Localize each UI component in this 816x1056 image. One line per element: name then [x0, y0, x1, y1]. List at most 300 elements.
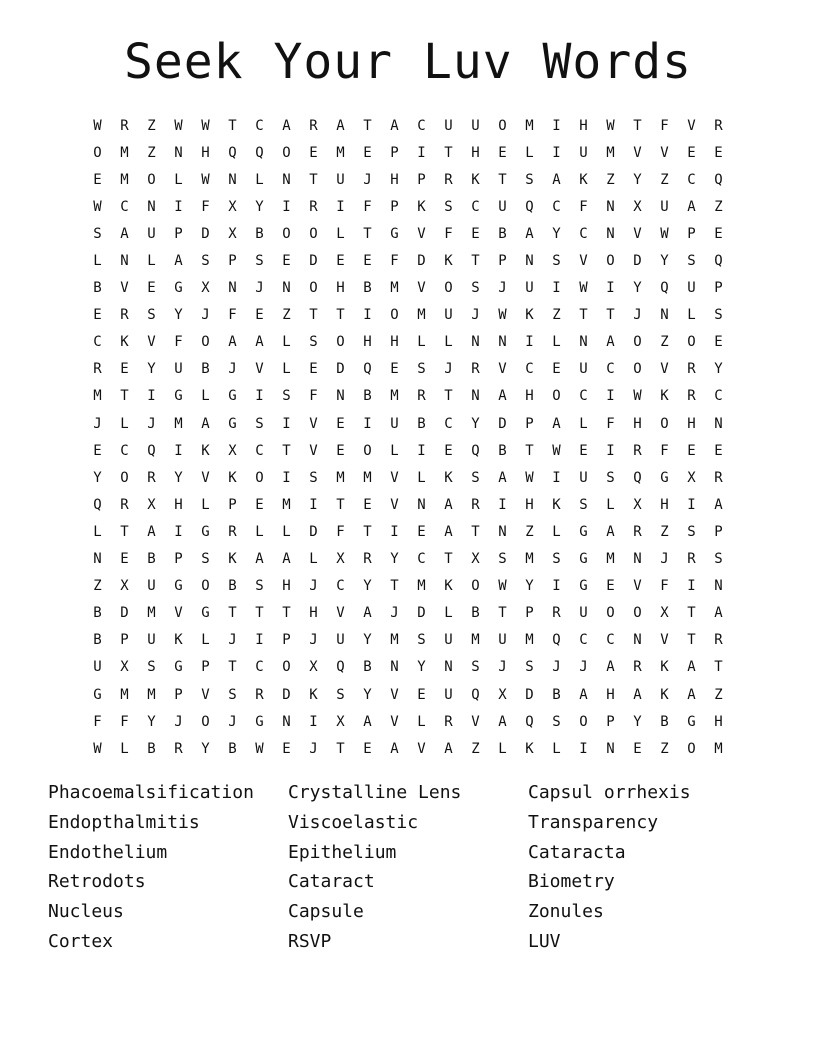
grid-letter[interactable]: G: [687, 713, 696, 730]
grid-letter[interactable]: O: [498, 117, 507, 134]
grid-letter[interactable]: R: [120, 496, 129, 513]
grid-letter[interactable]: W: [633, 388, 642, 405]
grid-letter[interactable]: L: [336, 225, 345, 242]
grid-letter[interactable]: N: [633, 632, 642, 649]
grid-letter[interactable]: A: [120, 225, 129, 242]
grid-letter[interactable]: O: [201, 578, 210, 595]
grid-letter[interactable]: J: [552, 659, 561, 676]
grid-letter[interactable]: F: [660, 442, 669, 459]
grid-letter[interactable]: U: [498, 632, 507, 649]
grid-letter[interactable]: R: [444, 171, 453, 188]
grid-letter[interactable]: V: [255, 361, 264, 378]
grid-letter[interactable]: F: [201, 198, 210, 215]
grid-letter[interactable]: K: [525, 307, 534, 324]
grid-letter[interactable]: P: [174, 225, 183, 242]
grid-letter[interactable]: L: [201, 496, 210, 513]
grid-letter[interactable]: H: [687, 415, 696, 432]
grid-letter[interactable]: P: [174, 551, 183, 568]
grid-letter[interactable]: P: [282, 632, 291, 649]
grid-letter[interactable]: L: [255, 523, 264, 540]
grid-letter[interactable]: S: [282, 388, 291, 405]
grid-letter[interactable]: Z: [525, 523, 534, 540]
grid-letter[interactable]: L: [201, 388, 210, 405]
grid-letter[interactable]: A: [714, 605, 723, 622]
grid-letter[interactable]: T: [444, 388, 453, 405]
grid-letter[interactable]: G: [255, 713, 264, 730]
grid-letter[interactable]: E: [417, 523, 426, 540]
grid-letter[interactable]: Y: [255, 198, 264, 215]
grid-letter[interactable]: B: [228, 740, 237, 757]
grid-letter[interactable]: I: [417, 442, 426, 459]
grid-letter[interactable]: S: [687, 253, 696, 270]
grid-letter[interactable]: M: [147, 686, 156, 703]
grid-letter[interactable]: G: [579, 523, 588, 540]
grid-letter[interactable]: X: [309, 659, 318, 676]
grid-letter[interactable]: S: [309, 334, 318, 351]
grid-letter[interactable]: I: [174, 523, 183, 540]
grid-letter[interactable]: X: [498, 686, 507, 703]
grid-letter[interactable]: I: [174, 198, 183, 215]
grid-letter[interactable]: Q: [525, 713, 534, 730]
grid-letter[interactable]: A: [444, 523, 453, 540]
grid-letter[interactable]: X: [228, 225, 237, 242]
grid-letter[interactable]: A: [525, 225, 534, 242]
grid-letter[interactable]: H: [390, 171, 399, 188]
grid-letter[interactable]: R: [147, 469, 156, 486]
grid-letter[interactable]: W: [552, 442, 561, 459]
grid-letter[interactable]: C: [255, 117, 264, 134]
grid-letter[interactable]: Y: [363, 686, 372, 703]
grid-letter[interactable]: V: [660, 361, 669, 378]
grid-letter[interactable]: M: [390, 280, 399, 297]
grid-letter[interactable]: N: [498, 334, 507, 351]
grid-letter[interactable]: Z: [93, 578, 102, 595]
grid-letter[interactable]: X: [471, 551, 480, 568]
grid-letter[interactable]: V: [471, 713, 480, 730]
grid-letter[interactable]: N: [660, 307, 669, 324]
grid-letter[interactable]: W: [660, 225, 669, 242]
grid-letter[interactable]: N: [714, 415, 723, 432]
grid-letter[interactable]: I: [687, 578, 696, 595]
grid-letter[interactable]: R: [687, 388, 696, 405]
grid-letter[interactable]: G: [390, 225, 399, 242]
grid-letter[interactable]: B: [93, 605, 102, 622]
grid-letter[interactable]: X: [120, 659, 129, 676]
grid-letter[interactable]: H: [309, 605, 318, 622]
grid-letter[interactable]: C: [606, 361, 615, 378]
grid-letter[interactable]: A: [390, 117, 399, 134]
grid-letter[interactable]: P: [390, 198, 399, 215]
grid-letter[interactable]: Y: [660, 253, 669, 270]
grid-letter[interactable]: V: [336, 605, 345, 622]
grid-letter[interactable]: N: [525, 253, 534, 270]
grid-letter[interactable]: G: [660, 469, 669, 486]
grid-letter[interactable]: O: [660, 415, 669, 432]
grid-letter[interactable]: X: [633, 198, 642, 215]
grid-letter[interactable]: K: [228, 469, 237, 486]
grid-letter[interactable]: N: [633, 551, 642, 568]
grid-letter[interactable]: B: [417, 415, 426, 432]
grid-letter[interactable]: I: [552, 144, 561, 161]
grid-letter[interactable]: Y: [633, 713, 642, 730]
grid-letter[interactable]: D: [525, 686, 534, 703]
grid-letter[interactable]: Q: [714, 253, 723, 270]
grid-letter[interactable]: T: [525, 442, 534, 459]
grid-letter[interactable]: E: [633, 740, 642, 757]
grid-letter[interactable]: T: [444, 144, 453, 161]
grid-letter[interactable]: I: [606, 442, 615, 459]
grid-letter[interactable]: O: [552, 388, 561, 405]
grid-letter[interactable]: C: [255, 442, 264, 459]
grid-letter[interactable]: S: [471, 659, 480, 676]
grid-letter[interactable]: C: [471, 198, 480, 215]
grid-letter[interactable]: Q: [633, 469, 642, 486]
grid-letter[interactable]: B: [363, 280, 372, 297]
grid-letter[interactable]: P: [714, 523, 723, 540]
grid-letter[interactable]: H: [282, 578, 291, 595]
grid-letter[interactable]: V: [687, 117, 696, 134]
grid-letter[interactable]: G: [228, 415, 237, 432]
grid-letter[interactable]: O: [255, 469, 264, 486]
grid-letter[interactable]: O: [93, 144, 102, 161]
grid-letter[interactable]: R: [714, 117, 723, 134]
grid-letter[interactable]: R: [633, 442, 642, 459]
grid-letter[interactable]: T: [390, 578, 399, 595]
grid-letter[interactable]: C: [579, 225, 588, 242]
grid-letter[interactable]: A: [552, 415, 561, 432]
grid-letter[interactable]: X: [660, 605, 669, 622]
grid-letter[interactable]: R: [255, 686, 264, 703]
grid-letter[interactable]: N: [390, 659, 399, 676]
grid-letter[interactable]: U: [444, 307, 453, 324]
grid-letter[interactable]: R: [174, 740, 183, 757]
grid-letter[interactable]: O: [687, 740, 696, 757]
grid-letter[interactable]: E: [714, 225, 723, 242]
grid-letter[interactable]: K: [174, 632, 183, 649]
grid-letter[interactable]: T: [309, 307, 318, 324]
grid-letter[interactable]: P: [687, 225, 696, 242]
grid-letter[interactable]: O: [201, 713, 210, 730]
grid-letter[interactable]: L: [552, 740, 561, 757]
grid-letter[interactable]: R: [444, 713, 453, 730]
grid-letter[interactable]: S: [579, 496, 588, 513]
grid-letter[interactable]: Y: [633, 171, 642, 188]
grid-letter[interactable]: V: [633, 144, 642, 161]
grid-letter[interactable]: S: [498, 551, 507, 568]
grid-letter[interactable]: M: [417, 578, 426, 595]
grid-letter[interactable]: E: [363, 144, 372, 161]
grid-letter[interactable]: V: [417, 225, 426, 242]
grid-letter[interactable]: E: [255, 496, 264, 513]
grid-letter[interactable]: L: [498, 740, 507, 757]
grid-letter[interactable]: O: [579, 713, 588, 730]
grid-letter[interactable]: A: [282, 117, 291, 134]
grid-letter[interactable]: E: [498, 144, 507, 161]
grid-letter[interactable]: A: [336, 117, 345, 134]
grid-letter[interactable]: I: [363, 415, 372, 432]
grid-letter[interactable]: O: [309, 280, 318, 297]
grid-letter[interactable]: E: [120, 551, 129, 568]
grid-letter[interactable]: H: [714, 713, 723, 730]
grid-letter[interactable]: K: [228, 551, 237, 568]
grid-letter[interactable]: S: [201, 551, 210, 568]
grid-letter[interactable]: H: [363, 334, 372, 351]
grid-letter[interactable]: E: [93, 171, 102, 188]
grid-letter[interactable]: F: [93, 713, 102, 730]
grid-letter[interactable]: T: [687, 605, 696, 622]
grid-letter[interactable]: J: [579, 659, 588, 676]
grid-letter[interactable]: R: [120, 117, 129, 134]
grid-letter[interactable]: E: [444, 442, 453, 459]
grid-letter[interactable]: O: [282, 144, 291, 161]
grid-letter[interactable]: B: [363, 659, 372, 676]
grid-letter[interactable]: G: [201, 605, 210, 622]
grid-letter[interactable]: N: [228, 171, 237, 188]
grid-letter[interactable]: E: [93, 307, 102, 324]
grid-letter[interactable]: Q: [228, 144, 237, 161]
grid-letter[interactable]: T: [363, 225, 372, 242]
grid-letter[interactable]: N: [228, 280, 237, 297]
grid-letter[interactable]: Y: [147, 361, 156, 378]
grid-letter[interactable]: V: [660, 144, 669, 161]
grid-letter[interactable]: K: [444, 253, 453, 270]
grid-letter[interactable]: N: [606, 740, 615, 757]
grid-letter[interactable]: Q: [660, 280, 669, 297]
grid-letter[interactable]: T: [498, 605, 507, 622]
grid-letter[interactable]: M: [390, 632, 399, 649]
grid-letter[interactable]: J: [390, 605, 399, 622]
grid-letter[interactable]: U: [444, 117, 453, 134]
grid-letter[interactable]: V: [201, 469, 210, 486]
grid-letter[interactable]: T: [363, 117, 372, 134]
grid-letter[interactable]: L: [687, 307, 696, 324]
grid-letter[interactable]: J: [660, 551, 669, 568]
grid-letter[interactable]: T: [633, 117, 642, 134]
grid-letter[interactable]: L: [93, 523, 102, 540]
grid-letter[interactable]: K: [579, 171, 588, 188]
grid-letter[interactable]: P: [390, 144, 399, 161]
grid-letter[interactable]: U: [336, 171, 345, 188]
grid-letter[interactable]: E: [93, 442, 102, 459]
grid-letter[interactable]: L: [201, 632, 210, 649]
grid-letter[interactable]: V: [174, 605, 183, 622]
grid-letter[interactable]: A: [552, 171, 561, 188]
grid-letter[interactable]: J: [471, 307, 480, 324]
grid-letter[interactable]: C: [714, 388, 723, 405]
grid-letter[interactable]: O: [390, 307, 399, 324]
grid-letter[interactable]: N: [93, 551, 102, 568]
grid-letter[interactable]: T: [336, 307, 345, 324]
grid-letter[interactable]: U: [390, 415, 399, 432]
grid-letter[interactable]: A: [174, 253, 183, 270]
grid-letter[interactable]: F: [363, 198, 372, 215]
grid-letter[interactable]: E: [606, 578, 615, 595]
grid-letter[interactable]: F: [309, 388, 318, 405]
grid-letter[interactable]: U: [336, 632, 345, 649]
grid-letter[interactable]: N: [282, 171, 291, 188]
grid-letter[interactable]: D: [201, 225, 210, 242]
grid-letter[interactable]: K: [120, 334, 129, 351]
grid-letter[interactable]: O: [687, 334, 696, 351]
grid-letter[interactable]: P: [606, 713, 615, 730]
grid-letter[interactable]: Z: [714, 198, 723, 215]
grid-letter[interactable]: W: [201, 171, 210, 188]
grid-letter[interactable]: M: [525, 632, 534, 649]
grid-letter[interactable]: M: [282, 496, 291, 513]
grid-letter[interactable]: T: [255, 605, 264, 622]
grid-letter[interactable]: E: [336, 442, 345, 459]
grid-letter[interactable]: Y: [525, 578, 534, 595]
grid-letter[interactable]: Y: [174, 307, 183, 324]
grid-letter[interactable]: A: [606, 334, 615, 351]
grid-letter[interactable]: A: [444, 740, 453, 757]
grid-letter[interactable]: K: [552, 496, 561, 513]
grid-letter[interactable]: S: [525, 171, 534, 188]
grid-letter[interactable]: E: [282, 253, 291, 270]
grid-letter[interactable]: I: [309, 713, 318, 730]
grid-letter[interactable]: U: [579, 361, 588, 378]
grid-letter[interactable]: E: [120, 361, 129, 378]
grid-letter[interactable]: Z: [147, 144, 156, 161]
grid-letter[interactable]: A: [363, 713, 372, 730]
grid-letter[interactable]: L: [309, 551, 318, 568]
grid-letter[interactable]: T: [282, 605, 291, 622]
grid-letter[interactable]: B: [363, 388, 372, 405]
grid-letter[interactable]: S: [255, 578, 264, 595]
grid-letter[interactable]: W: [93, 740, 102, 757]
grid-letter[interactable]: C: [525, 361, 534, 378]
grid-letter[interactable]: O: [633, 361, 642, 378]
grid-letter[interactable]: S: [93, 225, 102, 242]
grid-letter[interactable]: A: [687, 686, 696, 703]
grid-letter[interactable]: S: [687, 523, 696, 540]
grid-letter[interactable]: N: [282, 280, 291, 297]
grid-letter[interactable]: E: [363, 496, 372, 513]
grid-letter[interactable]: Q: [336, 659, 345, 676]
grid-letter[interactable]: B: [660, 713, 669, 730]
grid-letter[interactable]: L: [147, 253, 156, 270]
grid-letter[interactable]: T: [228, 605, 237, 622]
grid-letter[interactable]: I: [498, 496, 507, 513]
grid-letter[interactable]: K: [525, 740, 534, 757]
grid-letter[interactable]: Y: [147, 713, 156, 730]
grid-letter[interactable]: Z: [714, 686, 723, 703]
grid-letter[interactable]: F: [390, 253, 399, 270]
grid-letter[interactable]: X: [228, 442, 237, 459]
grid-letter[interactable]: K: [660, 686, 669, 703]
grid-letter[interactable]: F: [660, 117, 669, 134]
grid-letter[interactable]: O: [606, 253, 615, 270]
grid-letter[interactable]: T: [714, 659, 723, 676]
grid-letter[interactable]: E: [552, 361, 561, 378]
grid-letter[interactable]: F: [336, 523, 345, 540]
grid-letter[interactable]: J: [228, 632, 237, 649]
grid-letter[interactable]: W: [93, 198, 102, 215]
grid-letter[interactable]: N: [471, 388, 480, 405]
grid-letter[interactable]: U: [525, 280, 534, 297]
grid-letter[interactable]: H: [525, 496, 534, 513]
grid-letter[interactable]: C: [579, 632, 588, 649]
grid-letter[interactable]: S: [417, 361, 426, 378]
grid-letter[interactable]: L: [174, 171, 183, 188]
grid-letter[interactable]: K: [471, 171, 480, 188]
grid-letter[interactable]: K: [660, 388, 669, 405]
grid-letter[interactable]: A: [498, 469, 507, 486]
grid-letter[interactable]: M: [606, 551, 615, 568]
grid-letter[interactable]: R: [93, 361, 102, 378]
grid-letter[interactable]: B: [228, 578, 237, 595]
grid-letter[interactable]: O: [444, 280, 453, 297]
grid-letter[interactable]: H: [579, 117, 588, 134]
grid-letter[interactable]: T: [579, 307, 588, 324]
grid-letter[interactable]: C: [579, 388, 588, 405]
grid-letter[interactable]: O: [363, 442, 372, 459]
grid-letter[interactable]: S: [444, 198, 453, 215]
grid-letter[interactable]: A: [201, 415, 210, 432]
grid-letter[interactable]: U: [93, 659, 102, 676]
grid-letter[interactable]: B: [147, 740, 156, 757]
grid-letter[interactable]: S: [471, 469, 480, 486]
grid-letter[interactable]: X: [120, 578, 129, 595]
grid-letter[interactable]: I: [282, 415, 291, 432]
grid-letter[interactable]: E: [714, 144, 723, 161]
grid-letter[interactable]: Y: [633, 280, 642, 297]
grid-letter[interactable]: J: [228, 713, 237, 730]
grid-letter[interactable]: R: [633, 523, 642, 540]
grid-letter[interactable]: V: [498, 361, 507, 378]
grid-letter[interactable]: T: [498, 171, 507, 188]
grid-letter[interactable]: N: [579, 334, 588, 351]
grid-letter[interactable]: F: [660, 578, 669, 595]
grid-letter[interactable]: Z: [660, 334, 669, 351]
grid-letter[interactable]: M: [174, 415, 183, 432]
grid-letter[interactable]: A: [255, 334, 264, 351]
grid-letter[interactable]: T: [687, 632, 696, 649]
grid-letter[interactable]: Y: [363, 578, 372, 595]
grid-letter[interactable]: L: [417, 334, 426, 351]
grid-letter[interactable]: V: [390, 469, 399, 486]
grid-letter[interactable]: U: [498, 198, 507, 215]
grid-letter[interactable]: S: [714, 551, 723, 568]
grid-letter[interactable]: H: [525, 388, 534, 405]
grid-letter[interactable]: Q: [471, 686, 480, 703]
grid-letter[interactable]: E: [363, 740, 372, 757]
grid-letter[interactable]: A: [687, 198, 696, 215]
grid-letter[interactable]: D: [282, 686, 291, 703]
grid-letter[interactable]: M: [120, 144, 129, 161]
grid-letter[interactable]: F: [579, 198, 588, 215]
grid-letter[interactable]: Y: [471, 415, 480, 432]
grid-letter[interactable]: A: [714, 496, 723, 513]
grid-letter[interactable]: O: [633, 605, 642, 622]
grid-letter[interactable]: R: [471, 496, 480, 513]
grid-letter[interactable]: T: [309, 171, 318, 188]
grid-letter[interactable]: C: [444, 415, 453, 432]
grid-letter[interactable]: A: [390, 740, 399, 757]
grid-letter[interactable]: S: [471, 280, 480, 297]
grid-letter[interactable]: A: [606, 523, 615, 540]
grid-letter[interactable]: I: [525, 334, 534, 351]
grid-letter[interactable]: I: [174, 442, 183, 459]
grid-letter[interactable]: M: [120, 171, 129, 188]
grid-letter[interactable]: A: [282, 551, 291, 568]
grid-letter[interactable]: S: [336, 686, 345, 703]
grid-letter[interactable]: A: [687, 659, 696, 676]
grid-letter[interactable]: I: [390, 523, 399, 540]
grid-letter[interactable]: L: [444, 605, 453, 622]
grid-letter[interactable]: V: [390, 686, 399, 703]
grid-letter[interactable]: I: [363, 307, 372, 324]
